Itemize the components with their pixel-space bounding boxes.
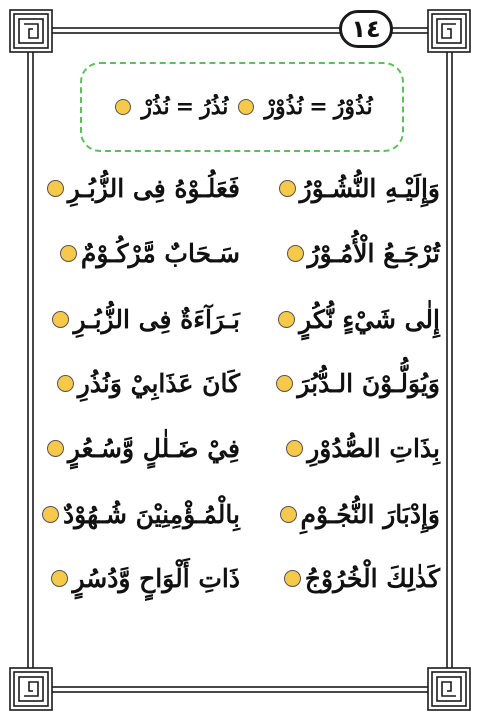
header-equals-1: = bbox=[309, 94, 328, 120]
verse-text: بَـرَآءَةٌ فِى الزُّبُـرِ bbox=[73, 304, 240, 334]
circle-marker-icon bbox=[51, 570, 68, 587]
circle-marker-icon bbox=[57, 375, 74, 392]
verse-cell-left bbox=[40, 500, 240, 529]
header-word-3: نُذُرُ bbox=[200, 94, 229, 120]
verse-text: فَعَلُـوْهُ فِى الزُّبُـرِ bbox=[67, 173, 240, 203]
header-word-2: نُذُوْرْ bbox=[264, 94, 304, 120]
verse-row bbox=[40, 494, 440, 534]
verse-text: ذَاتِ أَلْوَاحٍ وَّدُسُرٍ bbox=[72, 563, 240, 593]
verse-row bbox=[40, 299, 440, 339]
verse-text: كَذٰلِكَ الْخُرُوْجُ bbox=[304, 563, 440, 593]
page-number: ١٤ bbox=[339, 10, 393, 48]
verse-cell-left bbox=[40, 564, 240, 593]
verse-cell-left bbox=[40, 239, 240, 268]
header-word-4: نُذُرْ bbox=[141, 94, 170, 120]
circle-marker-icon bbox=[47, 440, 64, 457]
verse-cell-left bbox=[40, 305, 240, 334]
header-word-variants bbox=[111, 94, 372, 120]
verse-cell-right bbox=[240, 369, 440, 398]
verse-text: فِيْ ضَـلٰلٍ وَّسُـعُرٍ bbox=[67, 433, 240, 463]
verse-cell-left bbox=[40, 434, 240, 463]
verse-text: كَانَ عَذَابِيْ وَنُذُرِ bbox=[77, 368, 240, 398]
corner-ornament-top-left bbox=[10, 10, 52, 52]
corner-ornament-bottom-right bbox=[428, 668, 470, 710]
circle-marker-icon bbox=[52, 311, 69, 328]
circle-marker-icon bbox=[47, 180, 64, 197]
verse-text: وَإِدْبَارَ النُّجُـوْمِ bbox=[300, 499, 440, 529]
verse-cell-left bbox=[40, 174, 240, 203]
header-box bbox=[80, 62, 404, 152]
verse-text: بِذَاتِ الصُّدُوْرِ bbox=[307, 433, 440, 463]
verse-cell-right bbox=[240, 239, 440, 268]
corner-ornament-bottom-left bbox=[10, 668, 52, 710]
circle-marker-icon bbox=[276, 375, 293, 392]
verse-row bbox=[40, 363, 440, 403]
verse-cell-left bbox=[40, 369, 240, 398]
circle-marker-icon bbox=[238, 99, 254, 115]
verse-text: وَإِلَيْـهِ النُّشُـوْرُ bbox=[299, 173, 440, 203]
verse-row bbox=[40, 428, 440, 468]
verse-row bbox=[40, 558, 440, 598]
circle-marker-icon bbox=[60, 245, 77, 262]
verse-row bbox=[40, 233, 440, 273]
header-equals-2: = bbox=[175, 94, 195, 120]
verse-cell-right bbox=[240, 305, 440, 334]
circle-marker-icon bbox=[287, 245, 304, 262]
verse-text: سَـحَابٌ مَّرْكُـوْمٌ bbox=[80, 238, 240, 268]
verse-cell-right bbox=[240, 564, 440, 593]
circle-marker-icon bbox=[42, 506, 59, 523]
circle-marker-icon bbox=[280, 506, 297, 523]
circle-marker-icon bbox=[279, 180, 296, 197]
verse-text: تُرْجَـعُ الْأُمُـوْرُ bbox=[307, 238, 440, 268]
verse-text: وَيُوَلُّـوْنَ الـدُّبُرَ bbox=[297, 368, 440, 398]
verse-cell-right bbox=[240, 174, 440, 203]
header-word-1: نُذُوْرُ bbox=[333, 94, 373, 120]
verse-cell-right bbox=[240, 500, 440, 529]
corner-ornament-top-right bbox=[428, 10, 470, 52]
verse-cell-right bbox=[240, 434, 440, 463]
verse-text: إِلٰى شَيْءٍ نُّكُرٍ bbox=[299, 304, 440, 334]
circle-marker-icon bbox=[278, 311, 295, 328]
circle-marker-icon bbox=[284, 570, 301, 587]
verse-row bbox=[40, 168, 440, 208]
circle-marker-icon bbox=[286, 440, 303, 457]
verse-text: بِالْمُـؤْمِنِيْنَ شُـهُوْدٌ bbox=[63, 499, 240, 529]
circle-marker-icon bbox=[115, 99, 131, 115]
